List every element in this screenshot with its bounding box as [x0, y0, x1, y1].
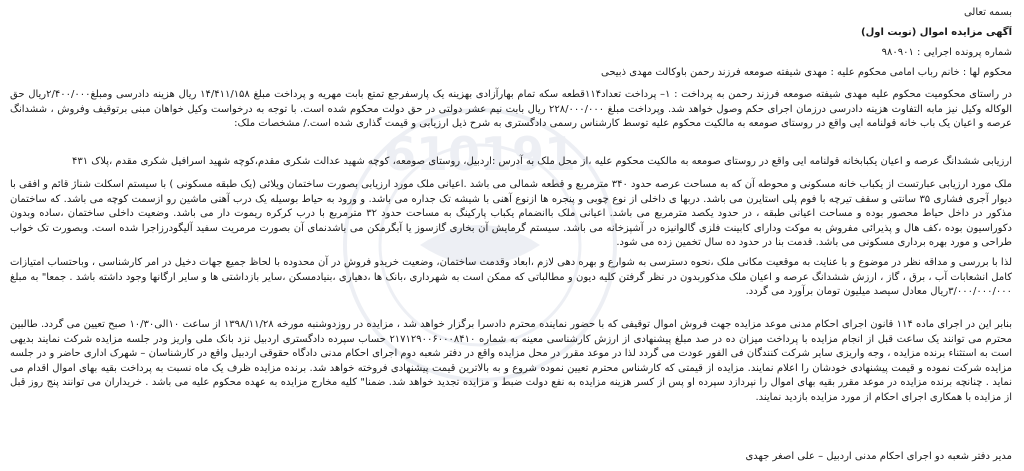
paragraph-property-description: ملک مورد ارزیابی عبارتست از یکباب خانه مسکونی و محوطه آن که به مساحت عرصه حدود ۳۴۰ مترمربع و قطعه شمالی می باشد .اعیانی ملک مورد ارزیابی بصورت ساختمان ویلائی (یک طبقه مسکونی ) با سیستم اسکلت شناژ قائم و افقی با دیوار آجری فشاری ۳۵ سانتی و سقف تیرچه با فوم پلی استایرن می باشد. دربها ی داخلی از نوع چوبی و پنجره ها ازنوع آهنی با شیشه تک جداره می باشد. و ورود به حیاط بوسیله یک درب آهنی ماشین رو ازسمت کوچه می باشد. که ساختمان مذکور در داخل حیاط محصور بوده و مساحت اعیانی طبقه ، در حدود یکصد مترمربع می باشد. اعیانی ملک باانضمام یکباب پارکینگ به مساحت حدود ۳۲ مترمربع با درب کرکره ریموت دار می باشد. وضعیت داخلی ساختمان ،ساده وبدون دکوراسیون بوده ،کف هال و پذیرائی مفروش به موکت ودارای کابینت فلزی گالوانیزه در آشپزخانه می باشد. سیستم گرمایش آن بخاری گازسوز یا آبگرمکن می باشدنمای آن بصورت مرمریت سفید آلیگودرزاجرا شده است. وبصورت تک خواب طراحی و مورد بهره برداری مسکونی می باشد. قدمت بنا در حدود ده سال تخمین زده می شود.: [10, 179, 1012, 248]
parties-line: محکوم لها : خانم رباب امامی محکوم علیه : مهدی شیفته صومعه فرزند رحمن باوکالت مهدی ذبیحی: [600, 67, 1012, 78]
paragraph-property-address: ارزیابی ششدانگ عرصه و اعیان یکبابخانه قولنامه ایی واقع در روستای صومعه به مالکیت محکوم علیه ،از محل ملک به آدرس :اردبیل، روستای صومعه، کوچه شهید عدالت شکری مقدم،کوچه شهید اسرافیل شکری مقدم ،پلاک ۴۳۱: [72, 156, 1012, 167]
document-opening: بسمه تعالی: [963, 7, 1012, 18]
svg-text:610191: 610191: [383, 127, 577, 181]
paragraph-valuation: لذا با بررسی و مداقه نظر در موضوع و با عنایت به موقعیت مکانی ملک ،نحوه دسترسی به شوارع و بهره دهی لازم ،ابعاد وقدمت ساختمان، وضعیت خریدو فروش در آن محدوده با لحاظ جمیع جهات دخیل در امر کارشناسی ، وباحتساب امتیازات کامل انشعابات آب ، برق ، گاز ، ارزش ششدانگ عرصه و اعیان ملک مذکوربدون در نظر گرفتن کلیه دیون و مطالباتی که ممکن است به شهرداری ،بانک ها ،دهیاری ،بنیادمسکن ،سایر بازداشتی ها و سایر ارگانها وجود داشته باشد . جمعا" به مبلغ ۳/۰۰۰/۰۰۰/۰۰۰ریال معادل سیصد میلیون تومان برآورد می گردد.: [10, 257, 1012, 297]
case-number: شماره پرونده اجرایی : ۹۸۰۹۰۱: [881, 47, 1012, 58]
paragraph-auction-terms: بنابر این در اجرای ماده ۱۱۴ قانون اجرای احکام مدنی موعد مزایده جهت فروش اموال توقیفی که با حضور نماینده محترم دادسرا برگزار خواهد شد ، مزایده در روزدوشنبه مورخه ۱۳۹۸/۱۱/۲۸ از ساعت ۱۰الی۱۰/۳۰ صبح تعیین می گردد. طالبین محترم می توانند یک ساعت قبل از انجام مزایده با پرداخت میزان ده در صد مبلغ پیشنهادی از ارزش کارشناسی معینه به شماره ۲۱۷۱۲۹۰۰۶۰۰۰۸۴۱۰ حساب سپرده دادگستری اردبیل نزد بانک ملی واریز ودر جلسه مزایده شرکت نمایند بدیهی است به استثناء برنده مزایده ، وجه واریزی سایر شرکت کنندگان فی الفور عودت می گردد لذا در موعد مقرر در محل مزایده واقع در دفتر شعبه دوم اجرای احکام مدنی دادگاه حقوقی اردبیل واقع در کارشناسان – شهرک اداری حاضر و در جلسه مزایده شرکت نموده و قیمت پیشنهادی خودشان را اعلام نمایند. مزایده از قیمتی که کارشناس محترم تعیین نموده شروع و به بالاترین قیمت پیشنهادی فروخته خواهد شد. برنده مزایده ظرف یک ماه نسبت به پرداخت بقیه بهای اموال اقدام می نماید . چنانچه برنده مزایده در موعد مقرر بقیه بهای اموال را نپردازد سپرده او پس از کسر هزینه مزایده به نفع دولت ضبط و مزایده تجدید خواهد شد. ضمنا" کلیه مخارج مزایده به عهده محکوم علیه می باشد . خریداران می توانند پنج روز قبل از مزایده با همکاری اجرای احکام از مورد مزایده بازدید نمایند.: [10, 319, 1012, 403]
paragraph-judgment: در راستای محکومیت محکوم علیه مهدی شیفته صومعه فرزند رحمن به پرداخت : ۱– پرداخت تعداد۱۱۴قطعه سکه تمام بهارآزادی بهزینه یک پارسفرجع تمتع بابت مهریه و پرداخت مبلغ ۱۴/۴۱۱/۱۵۸ ریال هزینه دادرسی ومبلغ۲/۴۰۰/۰۰۰ریال حق الوکاله وکیل نیز مابه التفاوت هزینه دادرسی درزمان اجرای حکم وصول خواهد شد. وپرداخت مبلغ ۲۲۸/۰۰۰/۰۰۰ ریال بابت نیم عشر دولتی در حق دولت محکوم شده است. با توجه به درخواست وکیل خواهان مبنی برتوقیف وفروش ، ششدانگ عرصه و اعیان یک باب خانه قولنامه ایی واقع در روستای صومعه به مالکیت محکوم علیه توسط کارشناس رسمی دادگستری به شرح ذیل ارزیابی و قیمت گذاری شده است./ مشخصات ملک:: [10, 89, 1013, 129]
signature-line: مدیر دفتر شعبه دو اجرای احکام مدنی اردبیل – علی اصغر جهدی: [745, 451, 1012, 462]
document-title: آگهی مزایده اموال (نوبت اول): [861, 27, 1012, 38]
